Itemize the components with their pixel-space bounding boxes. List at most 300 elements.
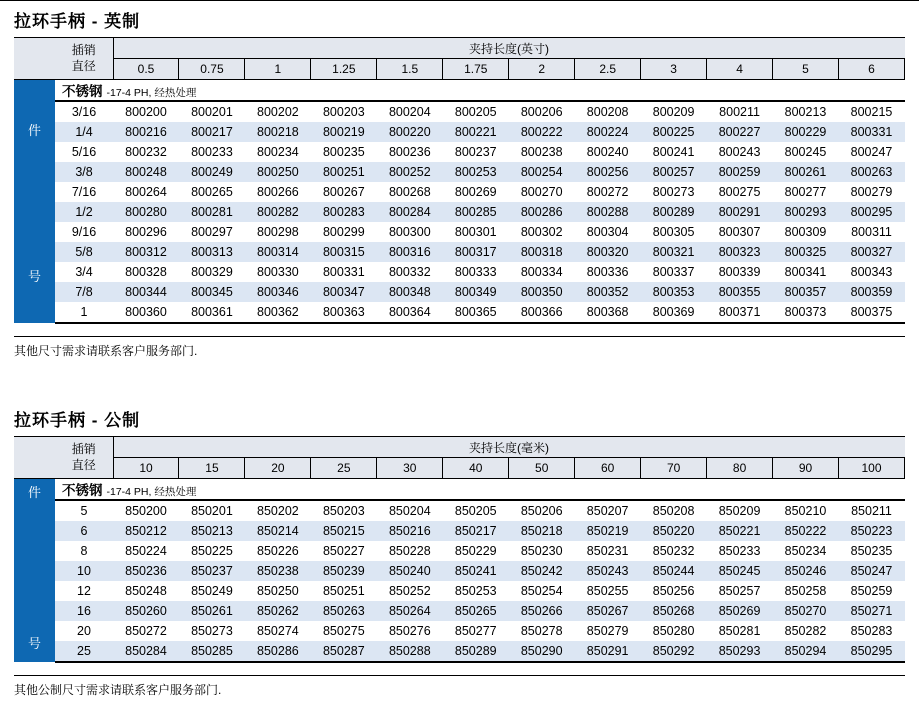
- metric-section: [14, 406, 905, 698]
- metric-table-body: [14, 479, 905, 663]
- part-number-cell: 850229: [454, 544, 497, 558]
- imperial-parts-table: [14, 37, 905, 324]
- part-number-cell: 800332: [388, 265, 431, 279]
- part-label-top: 件: [27, 485, 41, 500]
- part-number-cell: 850295: [839, 641, 905, 662]
- part-number-cell: 800364: [377, 302, 443, 323]
- part-number-cell: 800259: [707, 162, 773, 182]
- clamp-length-value: 2.5: [575, 59, 641, 80]
- part-number-cell: 800325: [773, 242, 839, 262]
- pin-diameter-line2: 直径: [71, 58, 96, 73]
- part-number-cell: 850216: [377, 521, 443, 541]
- part-number-cell: 800323: [707, 242, 773, 262]
- clamp-length-values-row: [14, 59, 905, 80]
- table-row: [14, 282, 905, 302]
- part-number-cell: 850237: [179, 561, 245, 581]
- material-row: [14, 479, 905, 501]
- pin-diameter-cell: 3/16: [71, 105, 97, 119]
- part-number-cell: 800243: [718, 145, 761, 159]
- table-row: [14, 101, 905, 122]
- part-number-cell: 800217: [179, 122, 245, 142]
- table-row: [14, 561, 905, 581]
- pin-diameter-header: [14, 437, 113, 479]
- part-number-cell: 850289: [443, 641, 509, 662]
- part-number-cell: 800216: [113, 122, 179, 142]
- part-number-cell: 800314: [245, 242, 311, 262]
- part-number-cell: 850224: [125, 544, 167, 558]
- part-number-cell: 850278: [520, 624, 563, 638]
- clamp-length-value: 1.75: [443, 59, 509, 80]
- part-number-cell: 850206: [520, 504, 563, 518]
- part-number-cell: 800256: [575, 162, 641, 182]
- part-number-cell: 800301: [454, 225, 497, 239]
- part-number-cell: 850275: [322, 624, 365, 638]
- part-number-cell: 850247: [839, 561, 905, 581]
- part-number-cell: 800225: [641, 122, 707, 142]
- part-number-cell: 850218: [509, 521, 575, 541]
- clamp-length-value: 0.75: [179, 59, 245, 80]
- part-number-cell: 800234: [257, 145, 299, 159]
- pin-diameter-cell: 1/2: [55, 202, 113, 222]
- part-number-cell: 800261: [773, 162, 839, 182]
- part-number-cell: 850270: [773, 601, 839, 621]
- clamp-length-header: 夹持长度(英寸): [113, 38, 904, 59]
- part-number-cell: 850213: [179, 521, 245, 541]
- part-number-cell: 850265: [443, 601, 509, 621]
- part-number-cell: 800355: [707, 282, 773, 302]
- pin-diameter-cell: 25: [55, 641, 113, 662]
- part-number-cell: 800353: [641, 282, 707, 302]
- pin-diameter-cell: 7/16: [71, 185, 97, 199]
- pin-diameter-line1: 插销: [71, 42, 96, 57]
- clamp-length-value: 1: [245, 59, 311, 80]
- clamp-length-value: 40: [443, 458, 509, 479]
- page-top-rule: [0, 0, 919, 1]
- part-number-cell: 850200: [125, 504, 167, 518]
- pin-diameter-line2: 直径: [71, 457, 96, 472]
- part-number-cell: 850268: [641, 601, 707, 621]
- pin-diameter-cell: 10: [55, 561, 113, 581]
- part-number-cell: 800257: [641, 162, 707, 182]
- part-number-cell: 800345: [179, 282, 245, 302]
- part-number-cell: 850244: [641, 561, 707, 581]
- clamp-length-value: 10: [113, 458, 179, 479]
- part-number-cell: 850260: [113, 601, 179, 621]
- part-number-cell: 800272: [586, 185, 629, 199]
- part-number-cell: 800311: [851, 225, 892, 239]
- part-number-cell: 850204: [388, 504, 431, 518]
- part-number-cell: 800206: [520, 105, 563, 119]
- pin-diameter-cell: 8: [80, 544, 88, 558]
- part-number-cell: 850266: [509, 601, 575, 621]
- part-number-cell: 850251: [322, 584, 365, 598]
- part-number-cell: 850231: [586, 544, 629, 558]
- page-title-metric: 拉环手柄 - 公制: [14, 411, 141, 430]
- part-number-cell: 800298: [257, 225, 299, 239]
- part-number-cell: 800337: [652, 265, 695, 279]
- part-number-cell: 800253: [443, 162, 509, 182]
- part-number-cell: 800235: [322, 145, 365, 159]
- part-number-cell: 800229: [773, 122, 839, 142]
- part-number-cell: 850246: [773, 561, 839, 581]
- part-number-cell: 850242: [509, 561, 575, 581]
- pin-diameter-cell: 1: [55, 302, 113, 323]
- pin-diameter-cell: 1/4: [55, 122, 113, 142]
- part-number-cell: 800275: [718, 185, 761, 199]
- part-number-cell: 800264: [125, 185, 167, 199]
- part-number-cell: 850214: [245, 521, 311, 541]
- part-number-cell: 850283: [850, 624, 893, 638]
- part-number-cell: 800350: [509, 282, 575, 302]
- part-number-cell: 800201: [191, 105, 233, 119]
- part-number-cell: 850226: [257, 544, 299, 558]
- clamp-length-value: 5: [773, 59, 839, 80]
- part-number-cell: 800204: [388, 105, 431, 119]
- part-number-cell: 850281: [718, 624, 761, 638]
- part-number-cell: 800317: [443, 242, 509, 262]
- part-number-cell: 800251: [311, 162, 377, 182]
- table-row: [14, 601, 905, 621]
- part-number-cell: 850219: [575, 521, 641, 541]
- part-label-bottom: 号: [27, 636, 41, 651]
- part-number-cell: 800331: [839, 122, 905, 142]
- part-number-cell: 800202: [257, 105, 299, 119]
- pin-diameter-cell: 3/4: [75, 265, 93, 279]
- clamp-length-value: 60: [575, 458, 641, 479]
- part-number-cell: 800238: [520, 145, 563, 159]
- part-number-cell: 800252: [377, 162, 443, 182]
- part-number-cell: 800282: [245, 202, 311, 222]
- part-number-cell: 800307: [718, 225, 761, 239]
- part-number-cell: 850285: [179, 641, 245, 662]
- part-number-cell: 800270: [520, 185, 563, 199]
- pin-diameter-cell: 12: [77, 584, 91, 598]
- metric-footnote: 其他公制尺寸需求请联系客户服务部门.: [14, 683, 222, 697]
- part-number-cell: 850232: [652, 544, 695, 558]
- part-number-cell: 850245: [707, 561, 773, 581]
- part-number-cell: 850259: [850, 584, 893, 598]
- part-number-cell: 800293: [773, 202, 839, 222]
- clamp-length-value: 3: [641, 59, 707, 80]
- part-number-cell: 800265: [191, 185, 233, 199]
- part-number-cell: 850254: [520, 584, 563, 598]
- part-number-cell: 800327: [839, 242, 905, 262]
- part-number-cell: 800321: [641, 242, 707, 262]
- part-number-cell: 850220: [641, 521, 707, 541]
- part-label-top: 件: [27, 123, 41, 138]
- part-number-cell: 850212: [113, 521, 179, 541]
- part-number-cell: 850267: [575, 601, 641, 621]
- part-number-cell: 800263: [839, 162, 905, 182]
- clamp-length-value: 50: [509, 458, 575, 479]
- material-cell: [55, 80, 905, 102]
- pin-diameter-cell: 16: [55, 601, 113, 621]
- part-number-cell: 800288: [575, 202, 641, 222]
- part-number-cell: 800240: [586, 145, 629, 159]
- part-number-cell: 800250: [245, 162, 311, 182]
- part-number-bar-labels: [14, 479, 55, 662]
- part-number-cell: 800302: [520, 225, 563, 239]
- part-number-cell: 850284: [113, 641, 179, 662]
- part-number-cell: 800369: [641, 302, 707, 323]
- part-number-cell: 800227: [707, 122, 773, 142]
- part-number-cell: 850236: [113, 561, 179, 581]
- part-number-cell: 850271: [839, 601, 905, 621]
- part-number-cell: 850240: [377, 561, 443, 581]
- part-number-cell: 800333: [454, 265, 497, 279]
- part-number-cell: 850230: [520, 544, 563, 558]
- clamp-length-value: 90: [773, 458, 839, 479]
- part-number-cell: 850234: [784, 544, 827, 558]
- part-number-cell: 800349: [443, 282, 509, 302]
- part-number-cell: 850235: [850, 544, 893, 558]
- part-number-cell: 800339: [718, 265, 761, 279]
- part-number-cell: 800241: [652, 145, 695, 159]
- table-row: [14, 162, 905, 182]
- part-number-cell: 800366: [509, 302, 575, 323]
- clamp-length-value: 20: [245, 458, 311, 479]
- part-number-cell: 800220: [377, 122, 443, 142]
- part-number-cell: 800371: [707, 302, 773, 323]
- part-number-cell: 850269: [707, 601, 773, 621]
- table-row: [14, 222, 905, 242]
- part-number-cell: 800304: [586, 225, 629, 239]
- part-number-cell: 850286: [245, 641, 311, 662]
- part-number-cell: 850258: [784, 584, 827, 598]
- part-number-cell: 800320: [575, 242, 641, 262]
- part-number-cell: 850211: [851, 504, 892, 518]
- part-number-cell: 850280: [652, 624, 695, 638]
- part-number-cell: 850293: [707, 641, 773, 662]
- part-number-cell: 850201: [191, 504, 233, 518]
- part-number-cell: 850241: [443, 561, 509, 581]
- metric-parts-table: [14, 436, 905, 663]
- part-number-bar: [14, 80, 55, 324]
- part-number-cell: 800283: [311, 202, 377, 222]
- clamp-length-value: 100: [839, 458, 905, 479]
- part-number-cell: 850249: [191, 584, 233, 598]
- part-number-cell: 800266: [257, 185, 299, 199]
- part-number-cell: 850205: [454, 504, 497, 518]
- part-number-cell: 800208: [586, 105, 629, 119]
- part-number-cell: 800236: [388, 145, 431, 159]
- table-row: [14, 302, 905, 323]
- table-row: [14, 262, 905, 282]
- part-number-cell: 800348: [377, 282, 443, 302]
- part-number-cell: 850292: [641, 641, 707, 662]
- part-number-cell: 850294: [773, 641, 839, 662]
- part-number-cell: 800205: [454, 105, 497, 119]
- part-number-cell: 800305: [652, 225, 695, 239]
- part-number-cell: 850287: [311, 641, 377, 662]
- part-number-cell: 850225: [191, 544, 233, 558]
- pin-diameter-cell: 3/8: [55, 162, 113, 182]
- page-title-imperial: 拉环手柄 - 英制: [14, 12, 141, 31]
- part-number-cell: 800346: [245, 282, 311, 302]
- part-number-cell: 800300: [388, 225, 431, 239]
- part-number-cell: 850222: [773, 521, 839, 541]
- material-name: 不锈钢: [62, 84, 103, 99]
- part-number-cell: 800245: [784, 145, 827, 159]
- part-number-cell: 800280: [113, 202, 179, 222]
- part-number-cell: 850233: [718, 544, 761, 558]
- material-cell: [55, 479, 905, 501]
- table-row: [14, 581, 905, 601]
- pin-diameter-cell: 6: [55, 521, 113, 541]
- part-number-cell: 850239: [311, 561, 377, 581]
- clamp-length-value: 0.5: [113, 59, 179, 80]
- material-spec: -17-4 PH, 经热处理: [106, 87, 197, 99]
- table-row: [14, 500, 905, 521]
- part-number-cell: 800360: [113, 302, 179, 323]
- material-spec: -17-4 PH, 经热处理: [106, 486, 197, 498]
- part-number-cell: 850273: [191, 624, 233, 638]
- part-number-cell: 800211: [719, 105, 760, 119]
- part-number-cell: 800312: [113, 242, 179, 262]
- part-number-cell: 850272: [125, 624, 167, 638]
- part-number-cell: 850279: [586, 624, 629, 638]
- part-number-cell: 800289: [641, 202, 707, 222]
- part-number-cell: 800291: [707, 202, 773, 222]
- part-number-cell: 800329: [191, 265, 233, 279]
- part-number-cell: 800249: [179, 162, 245, 182]
- pin-diameter-cell: 9/16: [71, 225, 97, 239]
- table-row: [14, 521, 905, 541]
- part-number-cell: 800295: [839, 202, 905, 222]
- clamp-length-header: 夹持长度(毫米): [113, 437, 904, 458]
- part-number-cell: 850261: [179, 601, 245, 621]
- part-number-cell: 800221: [443, 122, 509, 142]
- part-number-cell: 800273: [652, 185, 695, 199]
- part-number-cell: 800330: [257, 265, 299, 279]
- part-number-cell: 800365: [443, 302, 509, 323]
- part-number-cell: 850276: [388, 624, 431, 638]
- table-row: [14, 621, 905, 641]
- clamp-length-value: 4: [707, 59, 773, 80]
- part-number-cell: 800286: [509, 202, 575, 222]
- part-number-cell: 850207: [586, 504, 629, 518]
- part-number-cell: 800368: [575, 302, 641, 323]
- part-number-cell: 800209: [652, 105, 695, 119]
- clamp-length-value: 30: [377, 458, 443, 479]
- part-number-cell: 850290: [509, 641, 575, 662]
- part-number-cell: 850209: [718, 504, 761, 518]
- part-number-cell: 800233: [191, 145, 233, 159]
- clamp-length-value: 6: [839, 59, 905, 80]
- part-number-cell: 850243: [575, 561, 641, 581]
- pin-diameter-cell: 5: [80, 504, 88, 518]
- catalog-page: [0, 7, 919, 698]
- part-number-cell: 800213: [784, 105, 827, 119]
- part-number-cell: 800248: [113, 162, 179, 182]
- part-number-cell: 800254: [509, 162, 575, 182]
- table-row: [14, 182, 905, 202]
- clamp-length-value: 15: [179, 458, 245, 479]
- imperial-table-header: [14, 38, 905, 80]
- clamp-length-value: 1.25: [311, 59, 377, 80]
- clamp-length-value: 1.5: [377, 59, 443, 80]
- clamp-length-values-row: [14, 458, 905, 479]
- part-number-cell: 800328: [125, 265, 167, 279]
- table-row: [14, 242, 905, 262]
- part-number-cell: 800219: [311, 122, 377, 142]
- part-number-cell: 800279: [850, 185, 893, 199]
- metric-table-header: [14, 437, 905, 479]
- material-row: [14, 80, 905, 102]
- part-number-cell: 800285: [443, 202, 509, 222]
- part-number-cell: 800341: [784, 265, 827, 279]
- part-number-cell: 800331: [322, 265, 365, 279]
- part-number-cell: 800316: [377, 242, 443, 262]
- part-number-cell: 800218: [245, 122, 311, 142]
- part-number-cell: 800315: [311, 242, 377, 262]
- material-name: 不锈钢: [62, 483, 103, 498]
- clamp-length-value: 70: [641, 458, 707, 479]
- part-label-bottom: 号: [27, 269, 41, 284]
- part-number-cell: 850228: [388, 544, 431, 558]
- part-number-cell: 850291: [575, 641, 641, 662]
- part-number-cell: 850221: [707, 521, 773, 541]
- part-number-cell: 800344: [113, 282, 179, 302]
- part-number-cell: 850208: [652, 504, 695, 518]
- pin-diameter-line1: 插销: [71, 441, 96, 456]
- part-number-bar-labels: [14, 80, 55, 323]
- part-number-cell: 850263: [311, 601, 377, 621]
- table-row: [14, 142, 905, 162]
- table-row: [14, 541, 905, 561]
- part-number-cell: 800284: [377, 202, 443, 222]
- part-number-cell: 800336: [586, 265, 629, 279]
- part-number-cell: 800297: [191, 225, 233, 239]
- part-number-cell: 850277: [454, 624, 497, 638]
- part-number-cell: 800347: [311, 282, 377, 302]
- part-number-cell: 800296: [125, 225, 167, 239]
- part-number-cell: 800203: [322, 105, 365, 119]
- part-number-cell: 850282: [784, 624, 827, 638]
- part-number-cell: 850274: [257, 624, 299, 638]
- table-row: [14, 641, 905, 662]
- part-number-cell: 800277: [784, 185, 827, 199]
- part-number-cell: 850248: [125, 584, 167, 598]
- part-number-cell: 850210: [784, 504, 827, 518]
- part-number-cell: 800363: [311, 302, 377, 323]
- part-number-cell: 800224: [575, 122, 641, 142]
- part-number-cell: 800318: [509, 242, 575, 262]
- part-number-cell: 850238: [245, 561, 311, 581]
- part-number-cell: 800215: [850, 105, 893, 119]
- part-number-cell: 800313: [179, 242, 245, 262]
- part-number-cell: 850203: [322, 504, 365, 518]
- part-number-cell: 800281: [179, 202, 245, 222]
- part-number-bar: [14, 479, 55, 663]
- part-number-cell: 850264: [377, 601, 443, 621]
- part-number-cell: 800269: [454, 185, 497, 199]
- imperial-table-body: [14, 80, 905, 324]
- part-number-cell: 850217: [443, 521, 509, 541]
- part-number-cell: 800373: [773, 302, 839, 323]
- part-number-cell: 800343: [850, 265, 893, 279]
- part-number-cell: 850202: [257, 504, 299, 518]
- part-number-cell: 800359: [839, 282, 905, 302]
- part-number-cell: 850253: [454, 584, 497, 598]
- clamp-length-value: 2: [509, 59, 575, 80]
- pin-diameter-cell: 7/8: [55, 282, 113, 302]
- pin-diameter-header: [14, 38, 113, 80]
- pin-diameter-cell: 20: [77, 624, 91, 638]
- part-number-cell: 850257: [718, 584, 761, 598]
- part-number-cell: 850250: [257, 584, 299, 598]
- part-number-cell: 800232: [125, 145, 167, 159]
